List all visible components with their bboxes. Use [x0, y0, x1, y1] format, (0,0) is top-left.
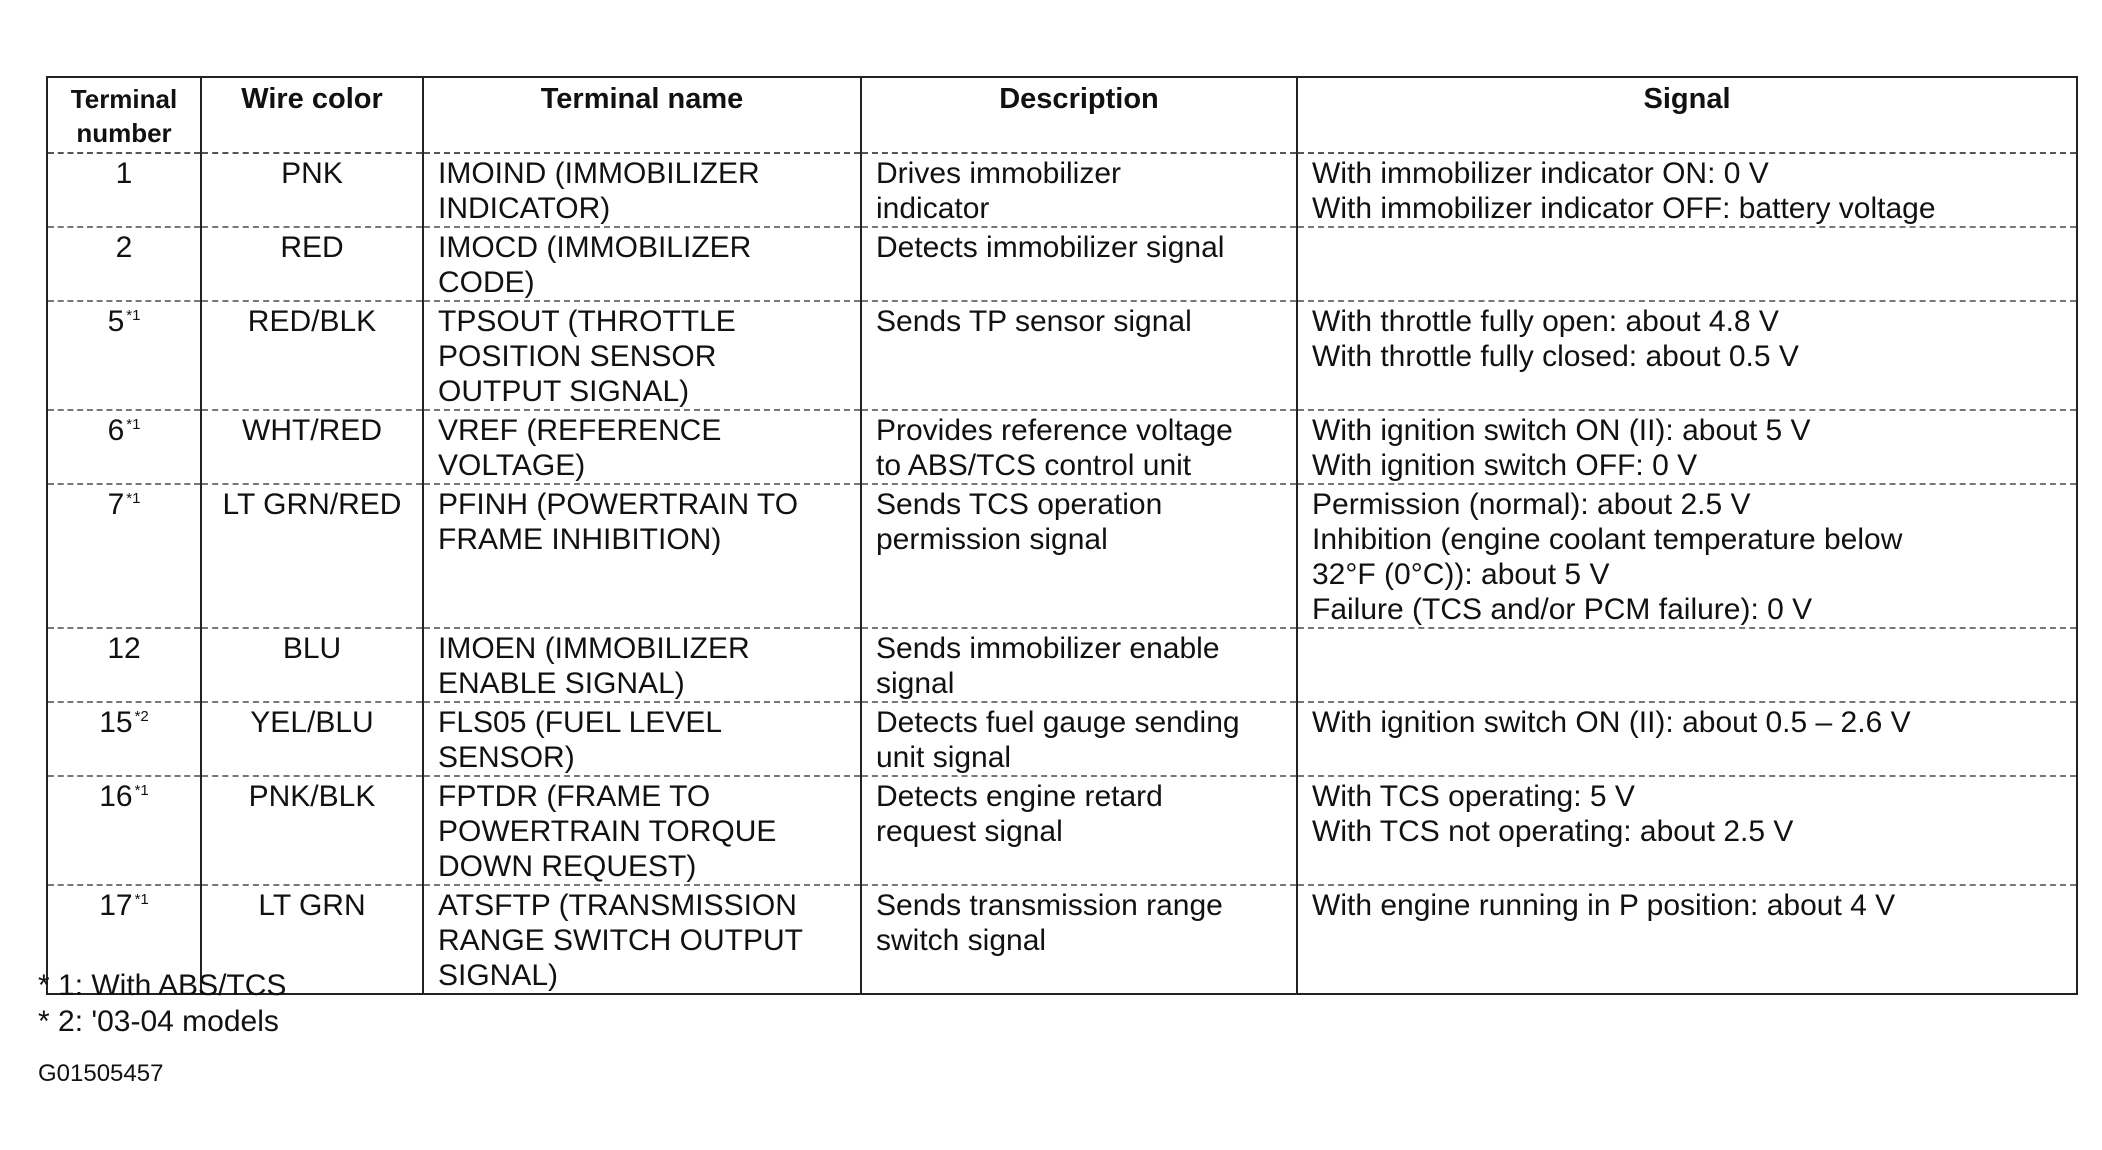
description-line: Drives immobilizer [876, 157, 1122, 190]
header-wire-color: Wire color [201, 77, 423, 153]
table-row [47, 153, 2077, 227]
signal-line: With ignition switch ON (II): about 5 V [1312, 414, 1811, 447]
terminal-name-line: VOLTAGE) [438, 449, 586, 482]
description-line: permission signal [876, 523, 1108, 556]
terminal-name-cell [423, 776, 861, 885]
description-line: unit signal [876, 741, 1012, 774]
signal-cell [1297, 628, 2077, 702]
terminal-number: 5 [107, 305, 125, 338]
description-line: Detects engine retard [876, 780, 1163, 813]
terminal-name-cell [423, 301, 861, 410]
signal-cell [1297, 776, 2077, 885]
terminal-name-cell [423, 885, 861, 994]
terminal-name-cell [423, 484, 861, 628]
description-cell [861, 227, 1297, 301]
table-row [47, 776, 2077, 885]
terminal-number: 1 [115, 157, 133, 190]
signal-line: With throttle fully open: about 4.8 V [1312, 305, 1779, 338]
description-line: Sends TCS operation [876, 488, 1163, 521]
footnote-marker: *1 [126, 490, 141, 507]
wire-color-cell: LT GRN/RED [201, 484, 423, 628]
footnote-marker: *1 [134, 782, 149, 799]
terminal-name-line: PFINH (POWERTRAIN TO [438, 488, 799, 521]
terminal-name-line: TPSOUT (THROTTLE [438, 305, 736, 338]
terminal-number: 2 [115, 231, 133, 264]
figure-code: G01505457 [38, 1060, 164, 1087]
signal-line: Failure (TCS and/or PCM failure): 0 V [1312, 593, 1813, 626]
description-cell [861, 301, 1297, 410]
terminal-number: 17 [99, 889, 133, 922]
terminal-table-sheet [46, 76, 2076, 995]
signal-cell [1297, 702, 2077, 776]
wire-color-cell: WHT/RED [201, 410, 423, 484]
signal-cell [1297, 484, 2077, 628]
table-row [47, 885, 2077, 994]
table-header-row [47, 77, 2077, 153]
description-cell [861, 776, 1297, 885]
terminal-name-line: IMOEN (IMMOBILIZER [438, 632, 750, 665]
description-cell [861, 885, 1297, 994]
signal-line: With ignition switch ON (II): about 0.5 – 2.6 V [1312, 706, 1911, 739]
wire-color-cell: YEL/BLU [201, 702, 423, 776]
terminal-name-line: INDICATOR) [438, 192, 611, 225]
table-row [47, 702, 2077, 776]
terminal-name-line: POSITION SENSOR [438, 340, 717, 373]
terminal-number-cell [47, 153, 201, 227]
terminal-name-line: FRAME INHIBITION) [438, 523, 722, 556]
signal-line: With throttle fully closed: about 0.5 V [1312, 340, 1799, 373]
signal-line: 32°F (0°C)): about 5 V [1312, 558, 1610, 591]
description-line: Sends immobilizer enable [876, 632, 1220, 665]
wire-color-cell: PNK [201, 153, 423, 227]
terminal-number-cell [47, 702, 201, 776]
footnote-1: * 1: With ABS/TCS [38, 969, 287, 1002]
terminal-number-cell [47, 227, 201, 301]
description-line: Sends transmission range [876, 889, 1223, 922]
terminal-number-cell [47, 776, 201, 885]
header-signal: Signal [1297, 77, 2077, 153]
header-description: Description [861, 77, 1297, 153]
terminal-number: 15 [99, 706, 133, 739]
terminal-table [46, 76, 2078, 995]
signal-line: With immobilizer indicator ON: 0 V [1312, 157, 1769, 190]
terminal-name-cell [423, 628, 861, 702]
table-row [47, 628, 2077, 702]
description-line: to ABS/TCS control unit [876, 449, 1192, 482]
footnote-2: * 2: '03-04 models [38, 1005, 279, 1038]
signal-cell [1297, 153, 2077, 227]
terminal-name-line: FPTDR (FRAME TO [438, 780, 711, 813]
table-row [47, 227, 2077, 301]
footnotes [38, 968, 286, 1040]
terminal-number: 16 [99, 780, 133, 813]
description-cell [861, 410, 1297, 484]
terminal-name-line: VREF (REFERENCE [438, 414, 722, 447]
description-cell [861, 702, 1297, 776]
table-row [47, 301, 2077, 410]
description-line: Detects fuel gauge sending [876, 706, 1240, 739]
terminal-name-line: POWERTRAIN TORQUE [438, 815, 777, 848]
terminal-name-cell [423, 410, 861, 484]
signal-cell [1297, 410, 2077, 484]
terminal-name-line: OUTPUT SIGNAL) [438, 375, 690, 408]
terminal-name-line: RANGE SWITCH OUTPUT [438, 924, 803, 957]
terminal-name-line: ATSFTP (TRANSMISSION [438, 889, 797, 922]
table-row [47, 484, 2077, 628]
signal-line: With immobilizer indicator OFF: battery voltage [1312, 192, 1936, 225]
terminal-name-line: SIGNAL) [438, 959, 559, 992]
terminal-name-line: ENABLE SIGNAL) [438, 667, 685, 700]
terminal-name-cell [423, 227, 861, 301]
terminal-name-line: CODE) [438, 266, 535, 299]
terminal-name-line: SENSOR) [438, 741, 575, 774]
signal-line: Permission (normal): about 2.5 V [1312, 488, 1751, 521]
wire-color-cell: LT GRN [201, 885, 423, 994]
terminal-name-line: IMOIND (IMMOBILIZER [438, 157, 760, 190]
terminal-number-cell [47, 410, 201, 484]
signal-cell [1297, 227, 2077, 301]
footnote-marker: *1 [134, 891, 149, 908]
description-line: request signal [876, 815, 1063, 848]
table-body [47, 153, 2077, 994]
table-row [47, 410, 2077, 484]
description-line: Provides reference voltage [876, 414, 1233, 447]
terminal-number: 12 [107, 632, 141, 665]
signal-line: With engine running in P position: about 4 V [1312, 889, 1896, 922]
description-line: signal [876, 667, 955, 700]
description-line: indicator [876, 192, 990, 225]
description-cell [861, 628, 1297, 702]
footnote-marker: *2 [134, 708, 149, 725]
terminal-number-cell [47, 628, 201, 702]
terminal-name-cell [423, 153, 861, 227]
header-terminal-number: Terminal number [47, 77, 201, 153]
terminal-number: 6 [107, 414, 125, 447]
terminal-name-line: DOWN REQUEST) [438, 850, 697, 883]
terminal-number: 7 [107, 488, 125, 521]
description-cell [861, 484, 1297, 628]
signal-line: With TCS not operating: about 2.5 V [1312, 815, 1794, 848]
wire-color-cell: PNK/BLK [201, 776, 423, 885]
terminal-name-line: IMOCD (IMMOBILIZER [438, 231, 752, 264]
description-line: Detects immobilizer signal [876, 231, 1225, 264]
terminal-name-cell [423, 702, 861, 776]
terminal-number-cell [47, 484, 201, 628]
signal-line: With ignition switch OFF: 0 V [1312, 449, 1698, 482]
signal-cell [1297, 885, 2077, 994]
signal-cell [1297, 301, 2077, 410]
footnote-marker: *1 [126, 416, 141, 433]
wire-color-cell: BLU [201, 628, 423, 702]
footnote-marker: *1 [126, 307, 141, 324]
description-cell [861, 153, 1297, 227]
description-line: switch signal [876, 924, 1047, 957]
terminal-name-line: FLS05 (FUEL LEVEL [438, 706, 723, 739]
wire-color-cell: RED [201, 227, 423, 301]
description-line: Sends TP sensor signal [876, 305, 1192, 338]
terminal-number-cell [47, 301, 201, 410]
signal-line: With TCS operating: 5 V [1312, 780, 1635, 813]
signal-line: Inhibition (engine coolant temperature below [1312, 523, 1903, 556]
header-terminal-name: Terminal name [423, 77, 861, 153]
wire-color-cell: RED/BLK [201, 301, 423, 410]
